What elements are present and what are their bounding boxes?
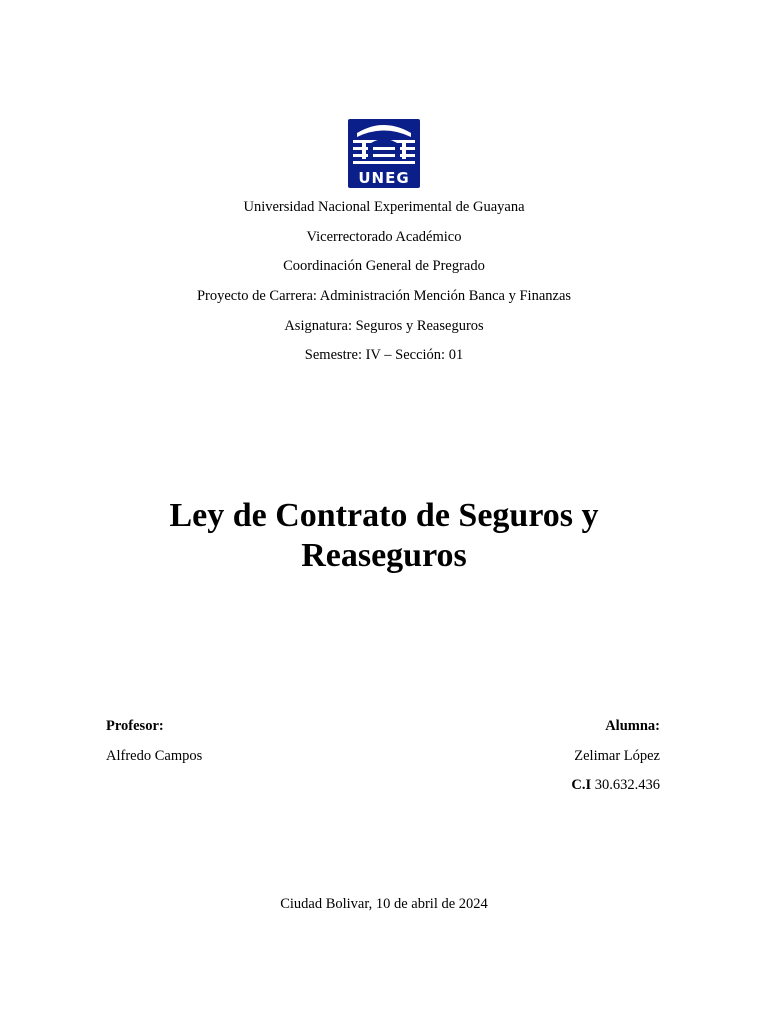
document-title-line1: Ley de Contrato de Seguros y	[169, 497, 599, 534]
header-university: Universidad Nacional Experimental de Guayana	[243, 199, 525, 215]
header-asignatura: Asignatura: Seguros y Reaseguros	[284, 318, 484, 334]
document-title	[84, 496, 684, 576]
professor-name: Alfredo Campos	[106, 748, 203, 764]
document-title-line2: Reaseguros	[301, 537, 467, 574]
student-label: Alumna:	[605, 718, 660, 734]
header-semestre: Semestre: IV – Sección: 01	[304, 347, 464, 363]
professor-label: Profesor:	[106, 718, 164, 734]
student-name: Zelimar López	[574, 748, 660, 764]
student-id-label: C.I	[571, 777, 592, 793]
header-vicerrectorado: Vicerrectorado Académico	[306, 229, 462, 245]
logo-text: UNEG	[358, 169, 410, 187]
header-proyecto: Proyecto de Carrera: Administración Mención Banca y Finanzas	[196, 288, 572, 304]
uneg-logo	[348, 119, 420, 188]
student-id-value: 30.632.436	[594, 777, 660, 793]
header-coordinacion: Coordinación General de Pregrado	[283, 258, 485, 274]
place-date: Ciudad Bolivar, 10 de abril de 2024	[280, 896, 488, 912]
student-id	[571, 776, 660, 794]
